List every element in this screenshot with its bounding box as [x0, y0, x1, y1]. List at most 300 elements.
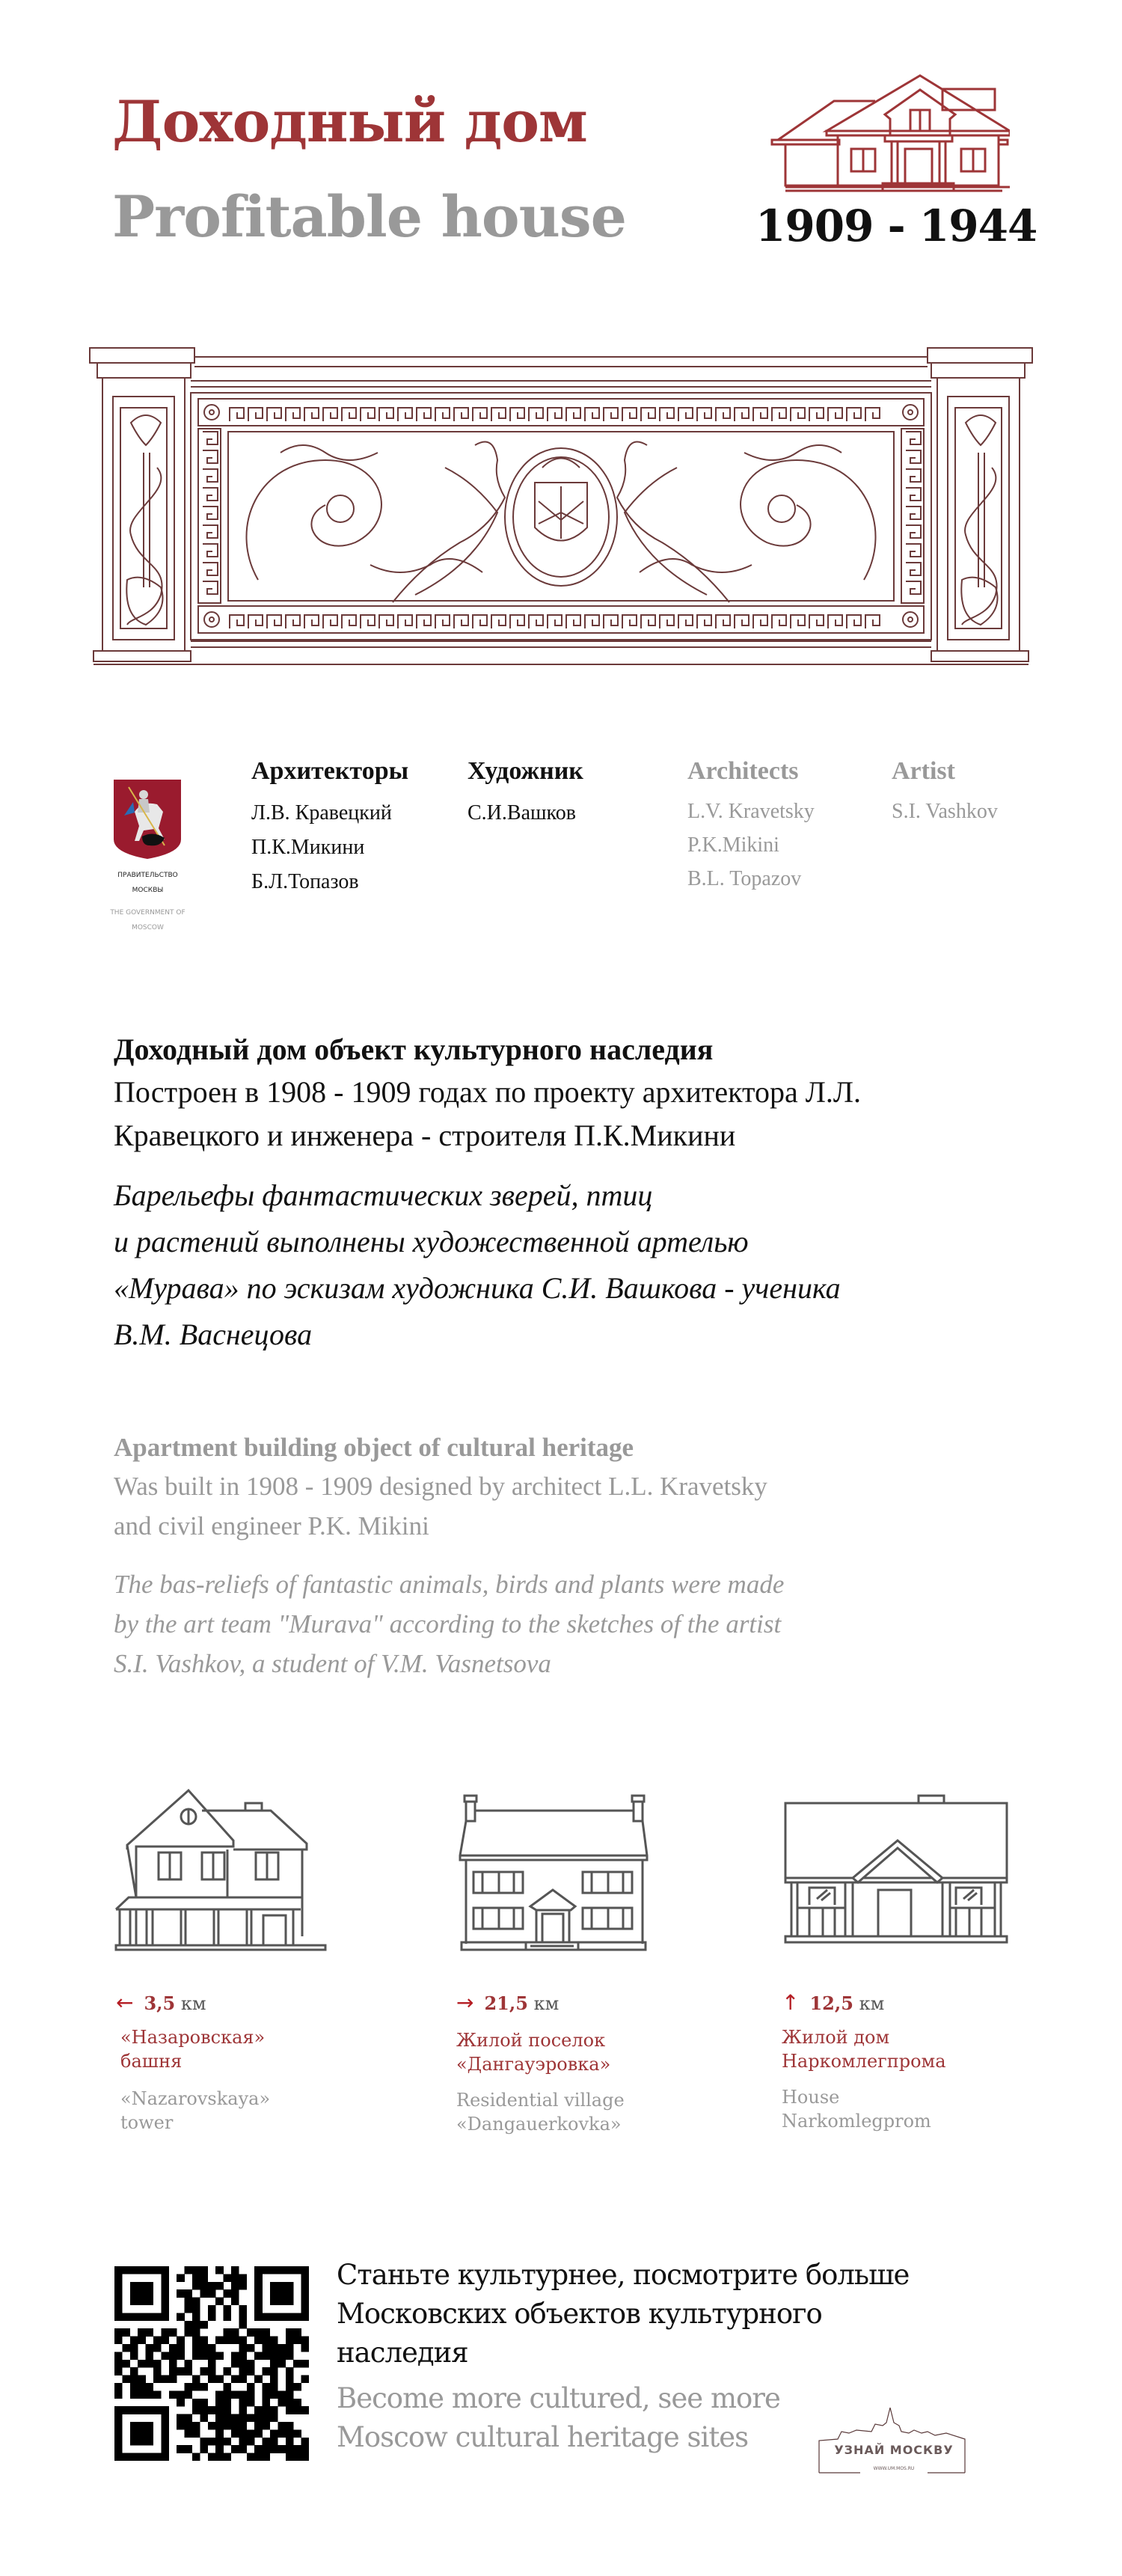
greek-key-segment: [361, 615, 375, 628]
qr-module: [185, 2298, 193, 2306]
qr-module: [161, 2266, 169, 2274]
qr-module: [301, 2453, 309, 2461]
greek-key-segment: [906, 432, 921, 444]
qr-module: [130, 2289, 138, 2298]
qr-module: [161, 2406, 169, 2414]
qr-module: [254, 2328, 263, 2337]
qr-module: [263, 2328, 271, 2337]
qr-module: [293, 2360, 301, 2368]
qr-code-icon[interactable]: [114, 2266, 309, 2461]
qr-module: [263, 2337, 271, 2345]
qr-module: [200, 2289, 208, 2298]
qr-module: [192, 2274, 200, 2282]
nazarovskaya-tower-house-icon: [114, 1787, 331, 1951]
distance-value: 3,5: [144, 1992, 176, 2014]
place-name-ru: «Дангауэровка»: [456, 2054, 611, 2075]
qr-module: [239, 2375, 247, 2384]
qr-module: [215, 2438, 224, 2446]
qr-module: [161, 2375, 169, 2384]
qr-module: [130, 2390, 138, 2399]
greek-key-segment: [454, 615, 468, 628]
qr-module: [286, 2399, 294, 2407]
qr-module: [177, 2422, 185, 2430]
qr-module: [161, 2298, 169, 2306]
qr-module: [208, 2344, 216, 2352]
qr-module: [254, 2282, 263, 2290]
greek-key-segment: [716, 615, 730, 628]
qr-module: [200, 2352, 208, 2360]
qr-module: [177, 2344, 185, 2352]
qr-module: [286, 2313, 294, 2321]
logo-name: УЗНАЙ МОСКВУ: [834, 2443, 954, 2457]
qr-module: [177, 2390, 185, 2399]
qr-module: [301, 2337, 309, 2345]
greek-key-segment: [248, 408, 263, 421]
qr-module: [215, 2266, 224, 2274]
qr-module: [301, 2282, 309, 2290]
cta-ru-line: наследия: [337, 2337, 468, 2369]
qr-module: [215, 2298, 224, 2306]
qr-module: [239, 2438, 247, 2446]
place-name-ru: «Назаровская»: [120, 2027, 266, 2048]
qr-module: [192, 2305, 200, 2313]
greek-key-segment: [323, 615, 337, 628]
qr-module: [224, 2313, 232, 2321]
qr-module: [177, 2414, 185, 2423]
qr-module: [200, 2445, 208, 2453]
qr-module: [200, 2337, 208, 2345]
greek-key-segment: [435, 408, 450, 421]
qr-module: [200, 2282, 208, 2290]
greek-key-segment: [828, 408, 842, 421]
architect-ru-name: Б.Л.Топазов: [251, 870, 359, 893]
qr-module: [146, 2289, 154, 2298]
greek-key-segment: [267, 408, 281, 421]
narkomlegprom-house-icon: [784, 1794, 1008, 1944]
qr-module: [161, 2337, 169, 2345]
place-name-ru: Наркомлегпрома: [782, 2051, 946, 2072]
greek-key-segment: [304, 408, 319, 421]
qr-module: [200, 2274, 208, 2282]
description-ru-line: Построен в 1908 - 1909 годах по проекту архитектора Л.Л.: [114, 1075, 862, 1109]
qr-module: [278, 2360, 286, 2368]
moscow-coat-of-arms-icon: [112, 778, 183, 860]
qr-module: [239, 2282, 247, 2290]
greek-key-segment: [203, 563, 218, 575]
qr-module: [130, 2298, 138, 2306]
qr-module: [231, 2360, 239, 2368]
qr-module: [130, 2406, 138, 2414]
qr-module: [161, 2414, 169, 2423]
qr-module: [231, 2352, 239, 2360]
qr-module: [286, 2383, 294, 2391]
qr-module: [286, 2375, 294, 2384]
qr-module: [254, 2406, 263, 2414]
qr-module: [263, 2383, 271, 2391]
qr-module: [192, 2328, 200, 2337]
greek-key-segment: [417, 615, 431, 628]
greek-key-segment: [203, 507, 218, 519]
qr-module: [215, 2406, 224, 2414]
qr-module: [301, 2344, 309, 2352]
qr-module: [263, 2399, 271, 2407]
government-name-en-line2: MOSCOW: [132, 924, 164, 931]
qr-module: [200, 2438, 208, 2446]
qr-module: [247, 2429, 255, 2438]
greek-key-segment: [323, 408, 337, 421]
logo-url[interactable]: WWW.UM.MOS.RU: [873, 2466, 915, 2471]
qr-module: [130, 2375, 138, 2384]
qr-module: [254, 2337, 263, 2345]
qr-module: [169, 2390, 177, 2399]
description-ru-heading: Доходный дом объект культурного наследия: [114, 1032, 714, 1066]
qr-module: [114, 2274, 123, 2282]
qr-module: [215, 2390, 224, 2399]
greek-key-segment: [622, 408, 637, 421]
qr-module: [278, 2266, 286, 2274]
cta-ru-line: Московских объектов культурного: [337, 2298, 822, 2330]
description-ru-italic-line: В.М. Васнецова: [114, 1318, 313, 1351]
qr-module: [177, 2399, 185, 2407]
qr-module: [231, 2429, 239, 2438]
qr-module: [270, 2289, 278, 2298]
greek-key-segment: [342, 408, 356, 421]
qr-module: [224, 2274, 232, 2282]
qr-module: [185, 2414, 193, 2423]
qr-module: [254, 2453, 263, 2461]
qr-module: [263, 2453, 271, 2461]
qr-module: [138, 2406, 146, 2414]
qr-module: [224, 2390, 232, 2399]
qr-module: [239, 2399, 247, 2407]
qr-module: [153, 2390, 162, 2399]
qr-module: [138, 2328, 146, 2337]
qr-module: [215, 2422, 224, 2430]
greek-key-segment: [529, 615, 543, 628]
qr-module: [263, 2390, 271, 2399]
greek-key-segment: [716, 408, 730, 421]
qr-module: [286, 2289, 294, 2298]
qr-module: [224, 2453, 232, 2461]
qr-module: [161, 2352, 169, 2360]
qr-module: [263, 2422, 271, 2430]
qr-module: [114, 2390, 123, 2399]
greek-key-segment: [203, 544, 218, 557]
qr-module: [286, 2328, 294, 2337]
qr-module: [254, 2375, 263, 2384]
qr-module: [293, 2383, 301, 2391]
qr-module: [286, 2390, 294, 2399]
cta-ru-line: Станьте культурнее, посмотрите больше: [337, 2259, 910, 2291]
qr-module: [263, 2344, 271, 2352]
description-ru-italic-line: и растений выполнены художественной артелью: [114, 1225, 749, 1258]
greek-key-segment: [697, 408, 711, 421]
distance-label: [782, 1990, 946, 2015]
architects-ru-heading: Архитекторы: [251, 757, 409, 785]
qr-module: [138, 2453, 146, 2461]
qr-module: [301, 2438, 309, 2446]
place-name-en: «Dangauerkovka»: [456, 2114, 622, 2135]
qr-module: [192, 2422, 200, 2430]
qr-module: [192, 2375, 200, 2384]
qr-module: [192, 2313, 200, 2321]
qr-module: [293, 2337, 301, 2345]
qr-module: [247, 2453, 255, 2461]
qr-module: [254, 2445, 263, 2453]
qr-module: [122, 2375, 130, 2384]
qr-module: [270, 2414, 278, 2423]
qr-module: [231, 2282, 239, 2290]
greek-key-segment: [753, 408, 767, 421]
qr-module: [239, 2414, 247, 2423]
greek-key-segment: [491, 408, 506, 421]
qr-module: [138, 2298, 146, 2306]
qr-module: [239, 2352, 247, 2360]
qr-module: [114, 2414, 123, 2423]
place-name-ru: Жилой дом: [782, 2027, 890, 2048]
greek-key-segment: [906, 544, 921, 557]
qr-module: [293, 2429, 301, 2438]
qr-module: [177, 2274, 185, 2282]
qr-module: [200, 2344, 208, 2352]
qr-module: [215, 2445, 224, 2453]
qr-module: [239, 2360, 247, 2368]
description-ru-line: Кравецкого и инженера - строителя П.К.Микини: [114, 1119, 736, 1152]
distance-unit: км: [533, 1993, 560, 2014]
greek-key-segment: [510, 615, 524, 628]
architect-en-name: L.V. Kravetsky: [687, 800, 815, 823]
qr-module: [270, 2383, 278, 2391]
qr-module: [185, 2328, 193, 2337]
greek-key-segment: [735, 615, 749, 628]
qr-module: [169, 2328, 177, 2337]
qr-module: [138, 2429, 146, 2438]
qr-module: [286, 2429, 294, 2438]
qr-module: [161, 2429, 169, 2438]
qr-module: [263, 2313, 271, 2321]
qr-module: [161, 2313, 169, 2321]
greek-key-segment: [660, 615, 674, 628]
qr-module: [293, 2313, 301, 2321]
arrow-right-icon: →: [456, 1990, 474, 2015]
nearby-item[interactable]: [782, 1990, 946, 2133]
qr-module: [177, 2313, 185, 2321]
qr-module: [270, 2360, 278, 2368]
qr-module: [208, 2289, 216, 2298]
greek-key-segment: [304, 615, 319, 628]
qr-module: [153, 2344, 162, 2352]
qr-module: [146, 2390, 154, 2399]
greek-key-segment: [398, 408, 412, 421]
qr-module: [247, 2399, 255, 2407]
description-ru: [114, 1029, 861, 1358]
qr-module: [254, 2422, 263, 2430]
qr-module: [270, 2406, 278, 2414]
qr-module: [224, 2414, 232, 2423]
qr-module: [263, 2367, 271, 2375]
qr-module: [161, 2422, 169, 2430]
qr-module: [114, 2305, 123, 2313]
uznai-moskvu-logo[interactable]: [815, 2402, 972, 2476]
qr-module: [146, 2266, 154, 2274]
qr-module: [231, 2328, 239, 2337]
qr-module: [286, 2266, 294, 2274]
qr-module: [114, 2445, 123, 2453]
qr-module: [215, 2352, 224, 2360]
greek-key-segment: [772, 615, 786, 628]
greek-key-segment: [342, 615, 356, 628]
qr-module: [270, 2438, 278, 2446]
nearby-item[interactable]: [456, 1990, 625, 2136]
dangauerovka-house-icon: [459, 1794, 660, 1951]
architects-en-heading: Architects: [687, 757, 799, 785]
greek-key-segment: [906, 488, 921, 501]
cta-en-line: Moscow cultural heritage sites: [337, 2421, 749, 2453]
qr-module: [192, 2337, 200, 2345]
qr-module: [270, 2282, 278, 2290]
cta-en: [337, 2379, 780, 2457]
greek-key-segment: [791, 615, 805, 628]
qr-module: [146, 2422, 154, 2430]
qr-module: [130, 2383, 138, 2391]
qr-module: [270, 2298, 278, 2306]
qr-module: [208, 2367, 216, 2375]
place-name-en: «Nazarovskaya»: [120, 2088, 271, 2109]
qr-module: [192, 2266, 200, 2274]
qr-module: [169, 2352, 177, 2360]
greek-key-segment: [604, 615, 618, 628]
qr-module: [114, 2383, 123, 2391]
qr-module: [270, 2313, 278, 2321]
qr-module: [114, 2429, 123, 2438]
qr-module: [177, 2289, 185, 2298]
qr-module: [247, 2383, 255, 2391]
description-ru-italic-line: Барельефы фантастических зверей, птиц: [114, 1178, 653, 1212]
qr-module: [301, 2289, 309, 2298]
qr-module: [278, 2344, 286, 2352]
qr-module: [185, 2429, 193, 2438]
qr-module: [239, 2429, 247, 2438]
page-title-ru: Доходный дом: [112, 88, 587, 155]
greek-key-segment: [697, 615, 711, 628]
greek-key-segment: [379, 408, 393, 421]
qr-module: [208, 2375, 216, 2384]
qr-module: [185, 2383, 193, 2391]
qr-module: [215, 2337, 224, 2345]
qr-module: [239, 2422, 247, 2430]
qr-module: [224, 2305, 232, 2313]
qr-module: [146, 2298, 154, 2306]
government-name-en-line1: THE GOVERNMENT OF: [110, 909, 186, 917]
greek-key-segment: [809, 408, 824, 421]
greek-key-segment: [622, 615, 637, 628]
qr-module: [278, 2445, 286, 2453]
distance-value: 12,5: [809, 1992, 853, 2014]
qr-module: [138, 2289, 146, 2298]
qr-module: [114, 2289, 123, 2298]
qr-module: [286, 2352, 294, 2360]
qr-module: [153, 2406, 162, 2414]
qr-module: [239, 2390, 247, 2399]
cta-ru: [337, 2256, 909, 2372]
qr-module: [215, 2282, 224, 2290]
qr-module: [200, 2266, 208, 2274]
qr-module: [146, 2352, 154, 2360]
qr-module: [200, 2321, 208, 2329]
qr-module: [224, 2289, 232, 2298]
qr-module: [263, 2438, 271, 2446]
place-name-en: House: [782, 2087, 840, 2108]
qr-module: [301, 2274, 309, 2282]
greek-key-segment: [203, 525, 218, 538]
greek-key-segment: [491, 615, 506, 628]
greek-key-segment: [473, 408, 487, 421]
greek-key-segment: [454, 408, 468, 421]
qr-module: [231, 2445, 239, 2453]
qr-module: [192, 2344, 200, 2352]
greek-key-segment: [906, 450, 921, 463]
qr-module: [286, 2445, 294, 2453]
qr-module: [177, 2367, 185, 2375]
qr-module: [301, 2313, 309, 2321]
government-name-ru: [105, 868, 191, 898]
description-en-line: and civil engineer P.K. Mikini: [114, 1511, 429, 1541]
greek-key-segment: [641, 408, 655, 421]
place-name-en: Narkomlegprom: [782, 2111, 931, 2132]
greek-key-segment: [473, 615, 487, 628]
qr-module: [114, 2313, 123, 2321]
qr-module: [239, 2274, 247, 2282]
greek-key-segment: [678, 408, 693, 421]
qr-module: [161, 2289, 169, 2298]
qr-module: [286, 2344, 294, 2352]
qr-module: [146, 2328, 154, 2337]
greek-key-segment: [906, 469, 921, 482]
qr-module: [301, 2266, 309, 2274]
qr-module: [254, 2266, 263, 2274]
greek-key-segment: [753, 615, 767, 628]
qr-module: [239, 2313, 247, 2321]
greek-key-segment: [286, 615, 300, 628]
greek-key-segment: [203, 488, 218, 501]
qr-module: [293, 2399, 301, 2407]
qr-module: [169, 2375, 177, 2384]
greek-key-segment: [847, 408, 861, 421]
qr-module: [130, 2352, 138, 2360]
qr-module: [247, 2414, 255, 2423]
artist-en-heading: Artist: [892, 757, 955, 785]
qr-module: [231, 2375, 239, 2384]
qr-module: [146, 2282, 154, 2290]
cta-en-line: Become more cultured, see more: [337, 2382, 780, 2414]
greek-key-segment: [735, 408, 749, 421]
qr-module: [114, 2337, 123, 2345]
qr-module: [254, 2305, 263, 2313]
description-en: [114, 1429, 784, 1683]
qr-module: [200, 2399, 208, 2407]
qr-module: [270, 2352, 278, 2360]
qr-module: [231, 2422, 239, 2430]
qr-module: [200, 2406, 208, 2414]
nearby-item[interactable]: [116, 1990, 270, 2135]
moscow-skyline-icon: [815, 2402, 972, 2476]
qr-module: [208, 2282, 216, 2290]
qr-module: [215, 2399, 224, 2407]
qr-module: [161, 2438, 169, 2446]
qr-module: [192, 2429, 200, 2438]
place-name-ru: Жилой поселок: [456, 2030, 606, 2051]
qr-module: [200, 2383, 208, 2391]
